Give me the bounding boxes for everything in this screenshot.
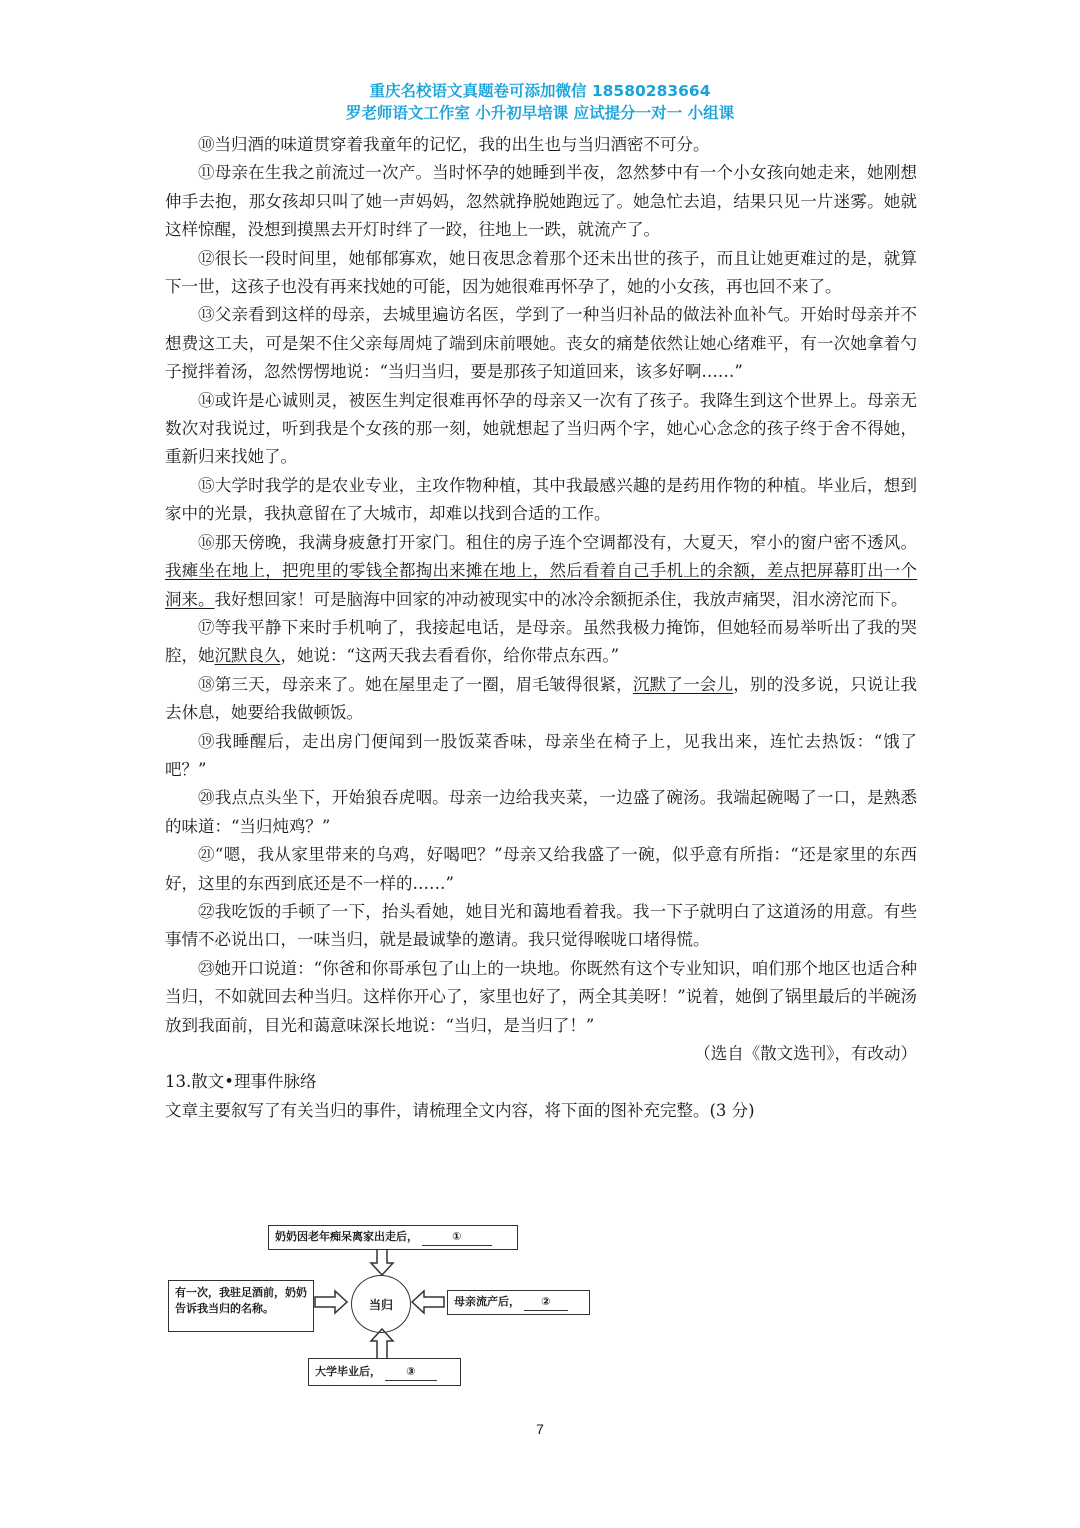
- paragraph-17: [165, 614, 917, 671]
- header-line-1: 重庆名校语文真题卷可添加微信 18580283664: [369, 82, 711, 100]
- event-flow-diagram: [168, 1225, 598, 1390]
- paragraph-15: ⑮大学时我学的是农业专业，主攻作物种植，其中我最感兴趣的是药用作物的种植。毕业后，想到家中的光景，我执意留在了大城市，却难以找到合适的工作。: [165, 475, 917, 524]
- page-number: 7: [536, 1421, 544, 1437]
- paragraph-18-underlined-phrase: 沉默了一会儿: [632, 674, 734, 694]
- paragraph-16-text-a: ⑯那天傍晚，我满身疲惫打开家门。租住的房子连个空调都没有，大夏天，窄小的窗户密不透风。: [198, 532, 917, 552]
- diagram-center-circle: [351, 1275, 411, 1333]
- watermark-header: [0, 80, 1080, 124]
- paragraph-10: ⑩当归酒的味道贯穿着我童年的记忆，我的出生也与当归酒密不可分。: [198, 135, 710, 154]
- arrow-down-icon: [371, 1249, 393, 1275]
- diagram-bottom-box: [308, 1358, 461, 1386]
- paragraph-18: [165, 671, 917, 728]
- paragraph-17-underlined-phrase: 沉默良久: [214, 646, 281, 666]
- paragraph-16: [165, 529, 917, 614]
- question-title: 13.散文•理事件脉络: [165, 1072, 317, 1092]
- diagram-top-box: [268, 1225, 518, 1250]
- paragraph-18-text-b: ，别的没多说，只说让我去休息，她要给我做顿饭。: [165, 674, 918, 723]
- paragraph-21: ㉑“嗯，我从家里带来的乌鸡，好喝吧？”母亲又给我盛了一碗，似乎意有所指：“还是家里的东西好，这里的东西到底还是不一样的……”: [165, 845, 917, 893]
- paragraph-13: ⑬父亲看到这样的母亲，去城里遍访名医，学到了一种当归补品的做法补血补气。开始时母亲并不想费这工夫，可是架不住父亲每周炖了端到床前喂她。丧女的痛楚依然让她心绪难平，有一次她拿着勺子搅拌着汤，忽然愣愣地说：“当归当归，要是那孩子知道回来，该多好啊……”: [165, 305, 917, 382]
- diagram-center-label: 当归: [368, 1297, 393, 1312]
- header-line-2: 罗老师语文工作室 小升初早培课 应试提分一对一 小组课: [345, 104, 735, 122]
- diagram-left-box: [168, 1280, 314, 1332]
- blank-2: ②: [524, 1294, 568, 1311]
- blank-3: ③: [385, 1364, 437, 1381]
- paragraph-17-text-b: ，她说：“这两天我去看看你，给你带点东西。”: [280, 646, 620, 666]
- paragraph-14: ⑭或许是心诚则灵，被医生判定很难再怀孕的母亲又一次有了孩子。我降生到这个世界上。母亲无数次对我说过，听到我是个女孩的那一刻，她就想起了当归两个字，她心心念念的孩子终于舍不得她，重新归来找她了。: [165, 390, 917, 467]
- essay-body: [165, 131, 917, 1125]
- paragraph-23: ㉓她开口说道：“你爸和你哥承包了山上的一块地。你既然有这个专业知识，咱们那个地区也适合种当归，不如就回去种当归。这样你开心了，家里也好了，两全其美呀！”说着，她倒了锅里最后的半碗汤放到我面前，目光和蔼意味深长地说：“当归，是当归了！”: [165, 958, 917, 1035]
- diagram-right-box: [447, 1290, 590, 1315]
- blank-1: ①: [422, 1229, 492, 1246]
- paragraph-16-text-b: 我好想回家！可是脑海中回家的冲动被现实中的冰冷余额扼杀住，我放声痛哭，泪水滂沱而下。: [214, 589, 908, 609]
- arrow-up-icon: [371, 1329, 393, 1359]
- paragraph-17-text-a: ⑰等我平静下来时手机响了，我接起电话，是母亲。虽然我极力掩饰，但她轻而易举听出了我的哭腔，她: [165, 617, 917, 666]
- question-body: 文章主要叙写了有关当归的事件，请梳理全文内容，将下面的图补充完整。(3 分): [165, 1100, 755, 1120]
- arrow-right-icon: [315, 1291, 347, 1313]
- arrow-left-icon: [412, 1291, 444, 1313]
- paragraph-16-underlined-sentence: 我瘫坐在地上，把兜里的零钱全都掏出来摊在地上，然后看着自己手机上的余额，差点把屏幕盯出一个洞来。: [165, 561, 917, 609]
- diagram-left-label: 有一次，我驻足酒前，奶奶告诉我当归的名称。: [175, 1286, 307, 1315]
- diagram-top-label: 奶奶因老年痴呆离家出走后，: [275, 1230, 418, 1243]
- diagram-right-label: 母亲流产后，: [454, 1295, 520, 1308]
- diagram-bottom-label: 大学毕业后，: [315, 1365, 381, 1378]
- paragraph-22: ㉒我吃饭的手顿了一下，抬头看她，她目光和蔼地看着我。我一下子就明白了这道汤的用意。有些事情不必说出口，一味当归，就是最诚挚的邀请。我只觉得喉咙口堵得慌。: [165, 901, 917, 950]
- paragraph-18-text-a: ⑱第三天，母亲来了。她在屋里走了一圈，眉毛皱得很紧，: [198, 674, 633, 694]
- paragraph-20: ⑳我点点头坐下，开始狼吞虎咽。母亲一边给我夹菜，一边盛了碗汤。我端起碗喝了一口，是熟悉的味道：“当归炖鸡？”: [165, 788, 917, 836]
- source-citation: （选自《散文选刊》，有改动）: [694, 1044, 917, 1063]
- paragraph-11: ⑪母亲在生我之前流过一次产。当时怀孕的她睡到半夜，忽然梦中有一个小女孩向她走来，她刚想伸手去抱，那女孩却只叫了她一声妈妈，忽然就挣脱她跑远了。她急忙去追，结果只见一片迷雾。她就这样惊醒，没想到摸黑去开灯时绊了一跤，往地上一跌，就流产了。: [165, 163, 917, 240]
- paragraph-19: ⑲我睡醒后，走出房门便闻到一股饭菜香味，母亲坐在椅子上，见我出来，连忙去热饭：“饿了吧？”: [165, 731, 917, 779]
- paragraph-12: ⑫很长一段时间里，她郁郁寡欢，她日夜思念着那个还未出世的孩子，而且让她更难过的是，就算下一世，这孩子也没有再来找她的可能，因为她很难再怀孕了，她的小女孩，再也回不来了。: [165, 248, 917, 297]
